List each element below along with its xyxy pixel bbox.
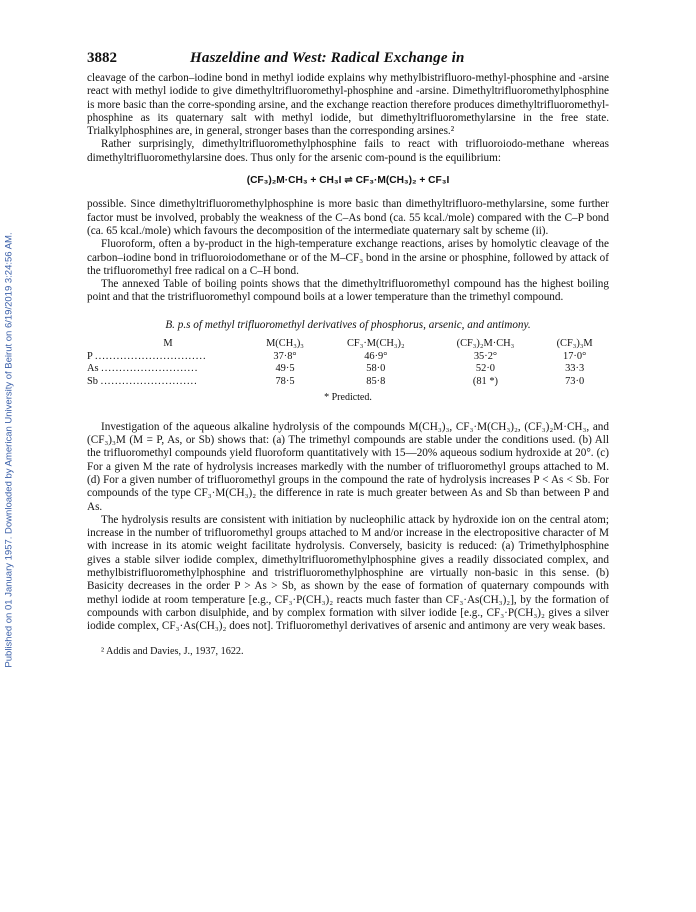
table-cell: 37·8°	[273, 350, 297, 362]
leader-dots: ...........................	[100, 375, 198, 387]
table-cell: 58·0	[366, 363, 386, 375]
row-label: As	[87, 363, 99, 375]
column-header: (CF₃)₃M	[556, 338, 593, 350]
table-row	[87, 351, 609, 364]
download-watermark-text: Published on 01 January 1957. Downloaded by American University of Beirut on 6/19/2019 3:24:56 AM.	[3, 232, 15, 668]
table-cell: 46·9°	[364, 350, 388, 362]
page-number: 3882	[87, 50, 117, 66]
row-label-cell	[87, 351, 249, 364]
paragraph-7: The hydrolysis results are consistent with initiation by nucleophilic attack by hydroxide ion on the central atom; increase in the number of trifluoromethyl groups attached to M and/or increase in the electropositive character of M with increase in its atomic weight facilitate hydrolysis. Conversely, basicity is reduced: (a) Trimethylphosphine gives a stable silver iodide complex, dimethyltrifluoromethylphosphine gives a readily dissociated complex, and methylbistrifluoromethylphosphine and tristrifluoromethylphosphine are virtually non-basic in this sense. (b) Basicity decreases in the order P > As > Sb, as shown by the ease of formation of quaternary compounds with methyl iodide at room temperature [e.g., CF₃·P(CH₃)₂ reacts much faster than CF₃·As(CH₃)₂], by the formation of compounds with carbon disulphide, and by complex formation with silver iodide [e.g., CF₃·P(CH₃)₂ gives a silver iodide complex, CF₃·As(CH₃)₂ does not]. Trifluoromethyl derivatives of arsenic and antimony are very weak bases.	[87, 513, 609, 633]
footnote: ² Addis and Davies, J., 1937, 1622.	[101, 646, 244, 658]
column-header: M(CH₃)₃	[266, 338, 304, 350]
article-body	[87, 72, 609, 659]
leader-dots: ...............................	[95, 350, 207, 362]
row-label-cell	[87, 376, 249, 389]
table-cell: 78·5	[275, 375, 295, 387]
table-caption: B. p.s of methyl trifluoromethyl derivatives of phosphorus, arsenic, and antimony.	[165, 318, 531, 331]
table-row	[87, 376, 609, 389]
column-header: M	[163, 338, 173, 350]
row-label: P	[87, 350, 93, 362]
table-row	[87, 363, 609, 376]
table-cell: (81 *)	[472, 375, 498, 387]
paragraph-6: Investigation of the aqueous alkaline hydrolysis of the compounds M(CH₃)₃, CF₃·M(CH₃)₂, (CF₃)₂M·CH₃, and (CF₃)₃M (M = P, As, or Sb) shows that: (a) The trimethyl compounds are stable under the conditions used. (b) All the trifluoromethyl compounds yield fluoroform quantitatively with 15—20% aqueous sodium hydroxide at 20°. (c) For a given M the rate of hydrolysis increases markedly with the number of trifluoromethyl groups attached to M. (d) For a given number of trifluoromethyl groups in the compound the rate of hydrolysis increases P < As < Sb. For compounds of the type CF₃·M(CH₃)₂ the difference in rate is much greater between As and Sb than between P and As.	[87, 420, 609, 513]
running-title: Haszeldine and West: Radical Exchange in	[190, 50, 465, 66]
page-header	[87, 50, 607, 70]
table-cell: 52·0	[475, 363, 495, 375]
table-note: * Predicted.	[324, 392, 372, 404]
paragraph-1: cleavage of the carbon–iodine bond in methyl iodide explains why methylbistrifluoro-methyl-phosphine and -arsine react with methyl iodide to give dimethyltrifluoromethyl-phosphine and -arsine. Dimethyltrifluoromethylphosphine is more basic than the corre-sponding arsine, and the exchange reaction therefore produces dimethyltrifluoromethyl-phosphine as its quaternary salt with methyl iodide, but dimethyltrifluoromethylarsine in the free state. Trialkylphosphines are, in general, stronger bases than the corresponding arsines.²	[87, 72, 609, 138]
row-label: Sb	[87, 375, 98, 387]
download-watermark	[2, 150, 16, 750]
table-cell: 49·5	[275, 363, 295, 375]
row-label-cell	[87, 363, 249, 376]
paragraph-2: Rather surprisingly, dimethyltrifluoromethylphosphine fails to react with trifluoroiodo-methane whereas dimethyltrifluoromethylarsine does. Thus only for the arsenic com-pound is the equilibrium:	[87, 138, 609, 164]
table-header-row	[87, 338, 609, 351]
equilibrium-equation: (CF₃)₂M·CH₃ + CH₃I ⇌ CF₃·M(CH₃)₂ + CF₃I	[246, 175, 450, 187]
column-header: (CF₃)₂M·CH₃	[456, 338, 515, 350]
column-header: CF₃·M(CH₃)₂	[346, 338, 405, 350]
paragraph-4: Fluoroform, often a by-product in the high-temperature exchange reactions, arises by homolytic cleavage of the carbon–iodine bond in trifluoroiodomethane or of the M–CF₃ bond in the arsine or phosphine, followed by attack of the trifluoromethyl free radical on a C–H bond.	[87, 238, 609, 277]
leader-dots: ...........................	[101, 363, 199, 375]
table-cell: 85·8	[366, 375, 386, 387]
table-cell: 73·0	[565, 375, 585, 387]
table-cell: 17·0°	[563, 350, 587, 362]
paragraph-3: possible. Since dimethyltrifluoromethylphosphine is more basic than dimethyltrifluoro-methylarsine, some further factor must be involved, probably the weakness of the C–As bond (ca. 55 kcal./mole) compared with the C–P bond (ca. 65 kcal./mole) which favours the decomposition of the intermediate quaternary salt by scheme (ii).	[87, 198, 609, 237]
boiling-point-table	[87, 338, 609, 388]
table-cell: 33·3	[565, 363, 585, 375]
paragraph-5: The annexed Table of boiling points shows that the dimethyltrifluoromethyl compound has the highest boiling point and that the tristrifluoromethyl compound boils at a lower temperature than the trimethyl compound.	[87, 278, 609, 304]
table-cell: 35·2°	[473, 350, 498, 362]
